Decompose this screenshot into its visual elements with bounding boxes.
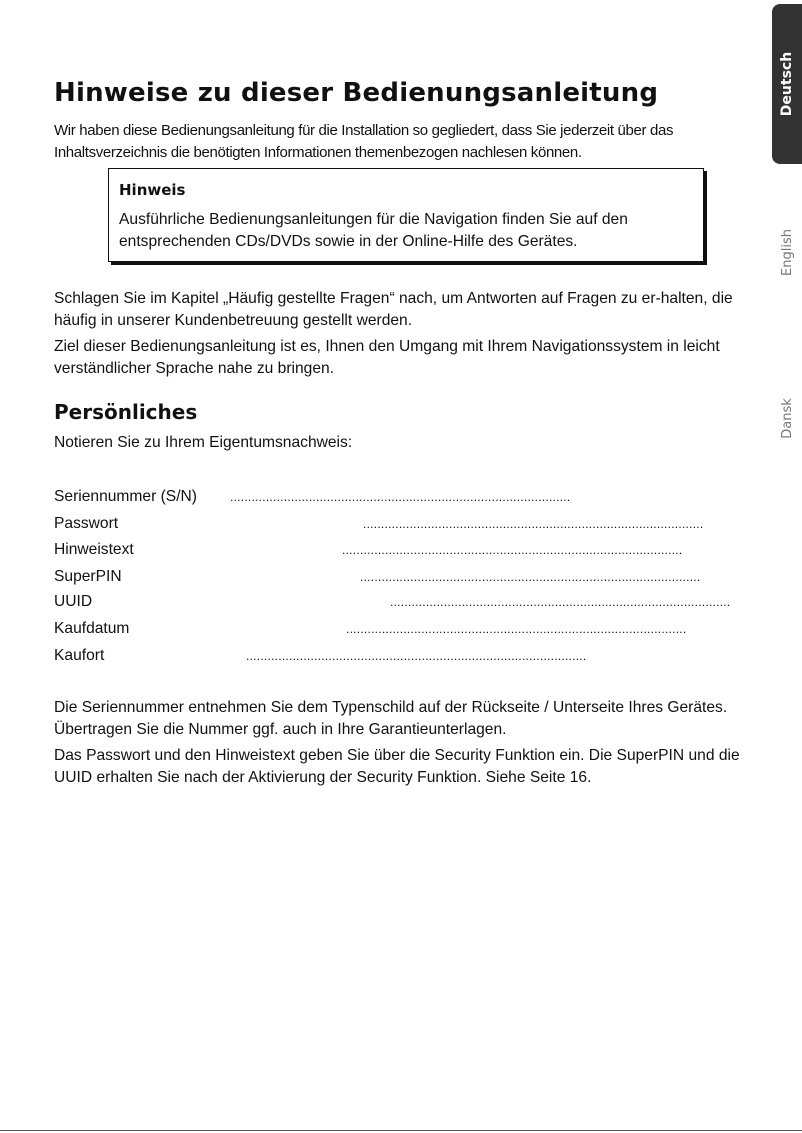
intro-paragraph: Wir haben diese Bedienungsanleitung für die Installation so gegliedert, dass Sie jederzeit über das Inhaltsverzeichnis die benötigten Informationen themenbezogen nachlesen können.: [54, 122, 674, 161]
field-label-hint: Hinweistext: [54, 541, 134, 558]
field-label-serial: Seriennummer (S/N): [54, 488, 197, 505]
field-line-purchase-date: ...............................................................................................: [346, 622, 687, 636]
field-line-serial: ...............................................................................................: [230, 490, 571, 504]
password-paragraph: Das Passwort und den Hinweistext geben Sie über die Security Funktion ein. Die SuperPIN und die UUID erhalten Sie nach der Aktivierung der Security Funktion. Siehe Seite 16.: [54, 747, 740, 786]
goal-paragraph: Ziel dieser Bedienungsanleitung ist es, Ihnen den Umgang mit Ihrem Navigationssystem in leicht verständlicher Sprache nahe zu bringen.: [54, 338, 720, 377]
language-tab-label: English: [779, 228, 795, 276]
faq-paragraph: Schlagen Sie im Kapitel „Häufig gestellte Fragen“ nach, um Antworten auf Fragen zu er-halten, die häufig in unserer Kundenbetreuung gestellt werden.: [54, 290, 733, 329]
note-title: Hinweis: [119, 181, 186, 199]
field-label-password: Passwort: [54, 515, 119, 532]
field-line-purchase-place: ...............................................................................................: [246, 649, 587, 663]
personal-intro: Notieren Sie zu Ihrem Eigentumsnachweis:: [54, 434, 353, 451]
field-line-password: ...............................................................................................: [363, 517, 704, 531]
language-tab-dansk[interactable]: [772, 378, 802, 458]
language-tab-label: Deutsch: [779, 51, 795, 117]
section-title-personal: Persönliches: [54, 400, 198, 424]
language-tab-english[interactable]: [772, 212, 802, 292]
field-label-purchase-date: Kaufdatum: [54, 620, 130, 637]
field-label-purchase-place: Kaufort: [54, 647, 105, 664]
field-label-superpin: SuperPIN: [54, 568, 122, 585]
field-line-hint: ...............................................................................................: [342, 543, 683, 557]
field-line-superpin: ...............................................................................................: [360, 570, 701, 584]
language-tab-deutsch[interactable]: [772, 4, 802, 164]
page-title: Hinweise zu dieser Bedienungsanleitung: [54, 78, 659, 108]
bottom-divider: [0, 1130, 802, 1131]
field-line-uuid: ...............................................................................................: [390, 595, 731, 609]
language-tab-label: Dansk: [779, 397, 795, 439]
serial-paragraph: Die Seriennummer entnehmen Sie dem Typenschild auf der Rückseite / Unterseite Ihres Gerätes. Übertragen Sie die Nummer ggf. auch in Ihre Garantieunterlagen.: [54, 699, 728, 738]
field-label-uuid: UUID: [54, 593, 93, 610]
note-text: Ausführliche Bedienungsanleitungen für die Navigation finden Sie auf den entsprechenden CDs/DVDs sowie in der Online-Hilfe des Gerätes.: [119, 211, 628, 250]
note-box: [108, 168, 704, 262]
